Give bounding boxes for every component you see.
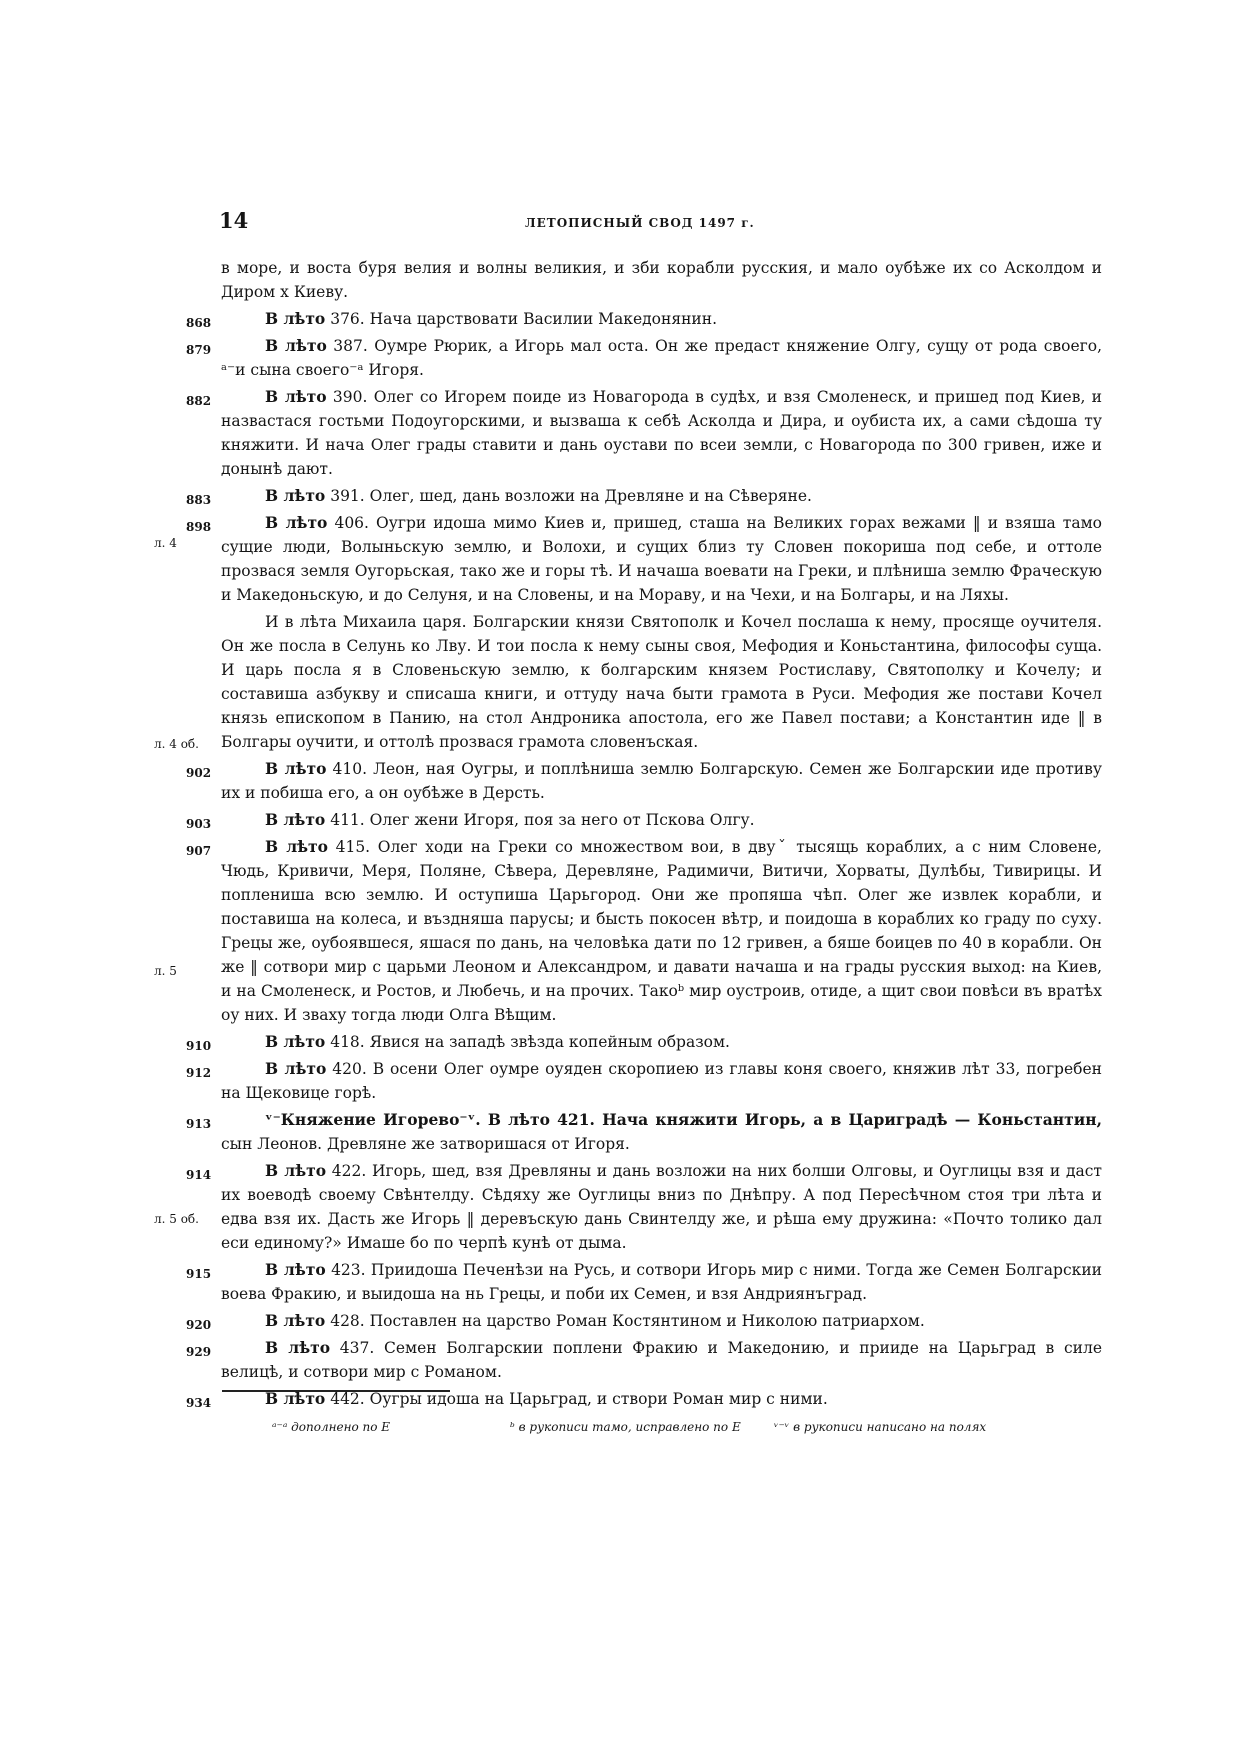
entry-paragraph bbox=[221, 1057, 1102, 1105]
footnote-v: ᵛ⁻ᵛ в рукописи написано на полях bbox=[774, 1420, 987, 1434]
chronicle-entry bbox=[172, 1030, 1102, 1054]
year-number: 920 bbox=[186, 1318, 212, 1332]
chronicle-entry bbox=[172, 1309, 1102, 1333]
entry-lead: В лѣто bbox=[265, 387, 327, 406]
chronicle-entry bbox=[154, 511, 1102, 607]
entry-paragraph bbox=[221, 1108, 1102, 1156]
entry-paragraph bbox=[221, 835, 1102, 1027]
chronicle-entry bbox=[172, 256, 1102, 304]
entry-lead: В лѣто bbox=[265, 810, 326, 829]
entry-paragraph bbox=[221, 484, 1102, 508]
chronicle-entry bbox=[172, 307, 1102, 331]
entry-lead: В лѣто bbox=[265, 1389, 326, 1408]
entry-text: 420. В осени Олег оумре оуяден скоропиею из главы коня своего, княжив лѣт 33, погребен на Щековице горѣ. bbox=[221, 1060, 1102, 1102]
chronicle-entry bbox=[172, 1108, 1102, 1156]
chronicle-entry bbox=[172, 385, 1102, 481]
chronicle-entry bbox=[154, 835, 1102, 1027]
chronicle-entry bbox=[154, 1159, 1102, 1255]
entry-text: 411. Олег жени Игоря, поя за него от Пскова Олгу. bbox=[325, 811, 755, 829]
year-number: 910 bbox=[186, 1039, 212, 1053]
entry-text: сын Леонов. Древляне же затворишася от Игоря. bbox=[221, 1135, 630, 1153]
entry-lead: В лѣто bbox=[265, 1311, 326, 1330]
entry-paragraph bbox=[221, 1159, 1102, 1255]
chronicle-text bbox=[154, 256, 1102, 1411]
footnote-a: ᵃ⁻ᵃ дополнено по Е bbox=[272, 1420, 391, 1434]
year-number: 907 bbox=[186, 844, 212, 858]
year-number: 914 bbox=[186, 1168, 212, 1182]
entry-paragraph bbox=[221, 610, 1102, 754]
year-number: 903 bbox=[186, 817, 212, 831]
year-number: 934 bbox=[186, 1396, 212, 1410]
entry-text: 437. Семен Болгарскии поплени Фракию и Македонию, и прииде на Царьград в силе велицѣ, и сотвори мир с Романом. bbox=[221, 1339, 1102, 1381]
entry-paragraph bbox=[221, 808, 1102, 832]
entry-paragraph bbox=[221, 1336, 1102, 1384]
year-number: 929 bbox=[186, 1345, 212, 1359]
entry-text: в море, и воста буря велия и волны великия, и зби корабли русския, и мало оубѣже их со Асколдом и Диром х Киеву. bbox=[221, 259, 1102, 301]
year-number: 898 bbox=[186, 520, 212, 534]
entry-lead: ᵛ⁻Княжение Игорево⁻ᵛ. В лѣто 421. Нача княжити Игорь, а в Цариградѣ — Коньстантин, bbox=[265, 1110, 1102, 1129]
entry-text: 410. Леон, ная Оугры, и поплѣниша землю Болгарскую. Семен же Болгарскии иде противу их и побиша его, а он оубѣже в Дерсть. bbox=[221, 760, 1102, 802]
chronicle-entry bbox=[172, 1057, 1102, 1105]
entry-paragraph bbox=[221, 757, 1102, 805]
chronicle-entry bbox=[172, 484, 1102, 508]
chronicle-entry bbox=[172, 808, 1102, 832]
entry-text: 376. Нача царствовати Василии Македонянин. bbox=[325, 310, 718, 328]
page-number: 14 bbox=[219, 208, 249, 233]
entry-paragraph bbox=[221, 1258, 1102, 1306]
entry-paragraph bbox=[221, 1309, 1102, 1333]
entry-text: 422. Игорь, шед, взя Древляны и дань возложи на них болши Олговы, и Оуглицы взя и даст их воеводѣ своему Свѣнтелду. Сѣдяху же Оуглицы вниз по Днѣпру. А под Пересѣчном стоя три лѣта и едва взя их. Дасть же Игорь ‖ деревъскую дань Свинтелду же, и рѣша ему дружина: «Почто толико дал еси единому?» Имаше бо по черпѣ кунѣ от дыма. bbox=[221, 1162, 1102, 1252]
entry-text: 428. Поставлен на царство Роман Костянтином и Николою патриархом. bbox=[325, 1312, 925, 1330]
year-number: 883 bbox=[186, 493, 212, 507]
entry-text: И в лѣта Михаила царя. Болгарскии князи Святополк и Кочел послаша к нему, просяще оучителя. Он же посла в Селунь ко Лву. И тои посла к нему сыны своя, Мефодия и Коньстантина, философы суща. И царь посла я в Словеньскую землю, к болгарским князем Ростиславу, Святополку и Кочелу; и составиша азбукву и списаша книги, и оттуду нача быти грамота в Руси. Мефодия же постави Кочел князь епископом в Панию, на стол Андроника апостола, его же Павел постави; а Константин иде ‖ в Болгары оучити, и оттолѣ прозвася грамота словенъская. bbox=[221, 613, 1102, 751]
year-number: 868 bbox=[186, 316, 212, 330]
entry-paragraph bbox=[221, 385, 1102, 481]
chronicle-entry bbox=[172, 757, 1102, 805]
entry-text: 387. Оумре Рюрик, а Игорь мал оста. Он же предаст княжение Олгу, сущу от рода своего, ᵃ⁻и сына своего⁻ᵃ Игоря. bbox=[221, 337, 1102, 379]
entry-lead: В лѣто bbox=[265, 1161, 327, 1180]
year-number: 882 bbox=[186, 394, 212, 408]
entry-text: 423. Приидоша Печенѣзи на Русь, и сотвори Игорь мир с ними. Тогда же Семен Болгарскии воева Фракию, и выидоша на нь Грецы, и поби их Семен, и взя Андриянъград. bbox=[221, 1261, 1102, 1303]
entry-lead: В лѣто bbox=[265, 513, 328, 532]
entry-lead: В лѣто bbox=[265, 1032, 326, 1051]
entry-text: 391. Олег, шед, дань возложи на Древляне и на Сѣверяне. bbox=[325, 487, 812, 505]
entry-paragraph bbox=[221, 1030, 1102, 1054]
entry-text: 442. Оугры идоша на Царьград, и створи Роман мир с ними. bbox=[325, 1390, 828, 1408]
entry-lead: В лѣто bbox=[265, 759, 327, 778]
entry-lead: В лѣто bbox=[265, 336, 327, 355]
chronicle-entry bbox=[172, 334, 1102, 382]
entry-lead: В лѣто bbox=[265, 1059, 327, 1078]
entry-paragraph bbox=[221, 334, 1102, 382]
entry-lead: В лѣто bbox=[265, 1338, 331, 1357]
entry-text: 406. Оугри идоша мимо Киев и, пришед, сташа на Великих горах вежами ‖ и взяша тамо сущие люди, Волыньскую землю, и Волохи, и сущих близ ту Словен покориша под себе, и оттоле прозвася земля Оугорьская, тако же и горы тѣ. И начаша воевати на Греки, и плѣниша землю Фраческую и Македоньскую, и до Селуня, и на Словены, и на Мораву, и на Чехи, и на Болгары, и на Ляхы. bbox=[221, 514, 1102, 604]
year-number: 902 bbox=[186, 766, 212, 780]
entry-lead: В лѣто bbox=[265, 486, 326, 505]
folio-marker: л. 5 bbox=[154, 964, 177, 978]
year-number: 879 bbox=[186, 343, 212, 357]
year-number: 913 bbox=[186, 1117, 212, 1131]
entry-paragraph bbox=[221, 511, 1102, 607]
entry-text: 415. Олег ходи на Греки со множеством вои, в двуˇ тысящь кораблих, а с ним Словене, Чюдь, Кривичи, Меря, Поляне, Сѣвера, Деревляне, Радимичи, Витичи, Хорваты, Дулѣбы, Тивирицы. И поплениша всю землю. И оступиша Царьгород. Они же пропяша чѣп. Олег же извлек корабли, и поставиша на колеса, и въздняша парусы; и бысть покосен вѣтр, и поидоша в кораблих ко граду по суху. Грецы же, оубоявшеся, яшася по дань, на человѣка дати по 12 гривен, а бяше боицев по 40 в корабли. Он же ‖ сотвори мир с царьми Леоном и Александром, и давати начаша и на грады русския выход: на Киев, и на Смоленеск, и Ростов, и Любечь, и на прочих. Такоᵇ мир оустроив, отиде, а щит свои повѣси въ вратѣх оу них. И зваху тогда люди Олга Вѣщим. bbox=[221, 838, 1102, 1024]
year-number: 912 bbox=[186, 1066, 212, 1080]
folio-marker: л. 4 bbox=[154, 536, 177, 550]
chronicle-entry bbox=[172, 1336, 1102, 1384]
page-header bbox=[0, 208, 1241, 238]
entry-paragraph bbox=[221, 307, 1102, 331]
folio-marker: л. 5 об. bbox=[154, 1212, 199, 1226]
entry-lead: В лѣто bbox=[265, 837, 328, 856]
entry-text: 390. Олег со Игорем поиде из Новагорода в судѣх, и взя Смоленеск, и пришед под Киев, и назвастася гостьми Подоугорскими, и вызваша к себѣ Асколда и Дира, и оубиста их, а сами сѣдоша ту княжити. И нача Олег грады ставити и дань оустави по всеи земли, с Новагорода по 300 гривен, иже и донынѣ дают. bbox=[221, 388, 1102, 478]
chronicle-entry bbox=[154, 610, 1102, 754]
entry-lead: В лѣто bbox=[265, 309, 326, 328]
entry-paragraph bbox=[221, 256, 1102, 304]
footnote-b: ᵇ в рукописи тамо, исправлено по Е bbox=[510, 1420, 741, 1434]
running-title: ЛЕТОПИСНЫЙ СВОД 1497 г. bbox=[525, 216, 755, 230]
entry-lead: В лѣто bbox=[265, 1260, 326, 1279]
year-number: 915 bbox=[186, 1267, 212, 1281]
footnote-divider bbox=[222, 1390, 450, 1392]
chronicle-entry bbox=[172, 1258, 1102, 1306]
entry-text: 418. Явися на западѣ звѣзда копейным образом. bbox=[325, 1033, 730, 1051]
folio-marker: л. 4 об. bbox=[154, 737, 199, 751]
